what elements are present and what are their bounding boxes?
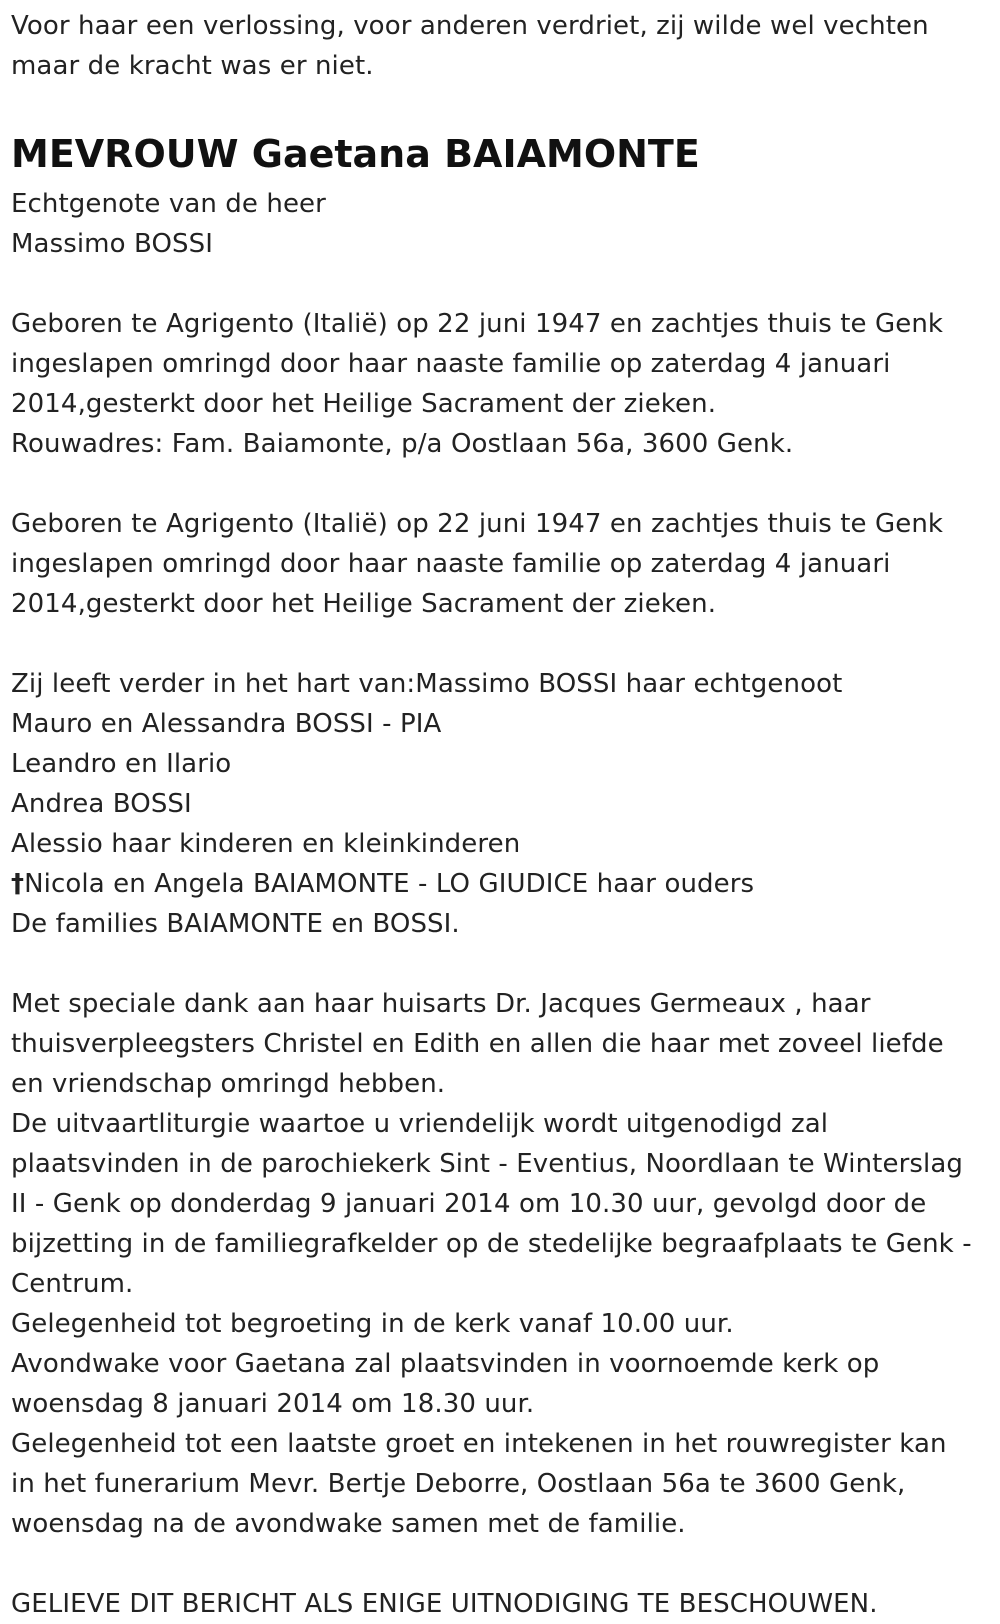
family-line: Leandro en Ilario	[11, 749, 232, 779]
intro-text	[11, 6, 990, 86]
deceased-name-title: MEVROUW Gaetana BAIAMONTE	[11, 132, 700, 176]
family-line: De families BAIAMONTE en BOSSI.	[11, 909, 460, 939]
closing-line: De uitvaartliturgie waartoe u vriendelijk wordt uitgenodigd zal	[11, 1109, 829, 1139]
closing-line: bijzetting in de familiegrafkelder op de stedelijke begraafplaats te Genk -	[11, 1229, 972, 1259]
parents-text: Nicola en Angela BAIAMONTE - LO GIUDICE haar ouders	[24, 869, 755, 899]
spacer	[11, 464, 990, 504]
paragraph-line: ingeslapen omringd door haar naaste familie op zaterdag 4 januari	[11, 549, 891, 579]
intro-line: Voor haar een verlossing, voor anderen verdriet, zij wilde wel vechten	[11, 11, 929, 41]
family-line: Zij leeft verder in het hart van:Massimo BOSSI haar echtgenoot	[11, 669, 843, 699]
closing-line: woensdag na de avondwake samen met de familie.	[11, 1509, 686, 1539]
paragraph-line: 2014,gesterkt door het Heilige Sacrament der zieken.	[11, 389, 717, 419]
closing-line: in het funerarium Mevr. Bertje Deborre, Oostlaan 56a te 3600 Genk,	[11, 1469, 906, 1499]
birth-death-paragraph-repeat	[11, 504, 990, 624]
spacer	[11, 944, 990, 984]
closing-line: thuisverpleegsters Christel en Edith en allen die haar met zoveel liefde	[11, 1029, 944, 1059]
footer-notice: GELIEVE DIT BERICHT ALS ENIGE UITNODIGING TE BESCHOUWEN.	[11, 1589, 878, 1619]
spacer	[11, 86, 990, 124]
cross-icon: †	[11, 869, 25, 899]
family-line: Andrea BOSSI	[11, 789, 192, 819]
paragraph-line: Geboren te Agrigento (Italië) op 22 juni 1947 en zachtjes thuis te Genk	[11, 309, 944, 339]
spacer	[11, 624, 990, 664]
paragraph-line: 2014,gesterkt door het Heilige Sacrament der zieken.	[11, 589, 717, 619]
closing-line: Gelegenheid tot een laatste groet en intekenen in het rouwregister kan	[11, 1429, 947, 1459]
spacer	[11, 1544, 990, 1584]
mourning-address: Rouwadres: Fam. Baiamonte, p/a Oostlaan 56a, 3600 Genk.	[11, 429, 794, 459]
spacer	[11, 264, 990, 304]
closing-line: II - Genk op donderdag 9 januari 2014 om 10.30 uur, gevolgd door de	[11, 1189, 927, 1219]
paragraph-line: ingeslapen omringd door haar naaste familie op zaterdag 4 januari	[11, 349, 891, 379]
parents-line	[11, 864, 990, 904]
closing-line: en vriendschap omringd hebben.	[11, 1069, 446, 1099]
birth-death-paragraph	[11, 304, 990, 464]
closing-line: plaatsvinden in de parochiekerk Sint - Eventius, Noordlaan te Winterslag	[11, 1149, 963, 1179]
closing-line: Centrum.	[11, 1269, 134, 1299]
family-line: Alessio haar kinderen en kleinkinderen	[11, 829, 521, 859]
closing-line: woensdag 8 januari 2014 om 18.30 uur.	[11, 1389, 535, 1419]
spouse-line: Massimo BOSSI	[11, 229, 214, 259]
family-line: Mauro en Alessandra BOSSI - PIA	[11, 709, 442, 739]
family-list	[11, 664, 990, 944]
spouse-info	[11, 184, 990, 264]
spouse-line: Echtgenote van de heer	[11, 189, 326, 219]
closing-line: Gelegenheid tot begroeting in de kerk vanaf 10.00 uur.	[11, 1309, 734, 1339]
intro-line: maar de kracht was er niet.	[11, 51, 374, 81]
closing-paragraph	[11, 984, 990, 1544]
closing-line: Met speciale dank aan haar huisarts Dr. Jacques Germeaux , haar	[11, 989, 871, 1019]
closing-line: Avondwake voor Gaetana zal plaatsvinden in voornoemde kerk op	[11, 1349, 880, 1379]
paragraph-line: Geboren te Agrigento (Italië) op 22 juni 1947 en zachtjes thuis te Genk	[11, 509, 944, 539]
